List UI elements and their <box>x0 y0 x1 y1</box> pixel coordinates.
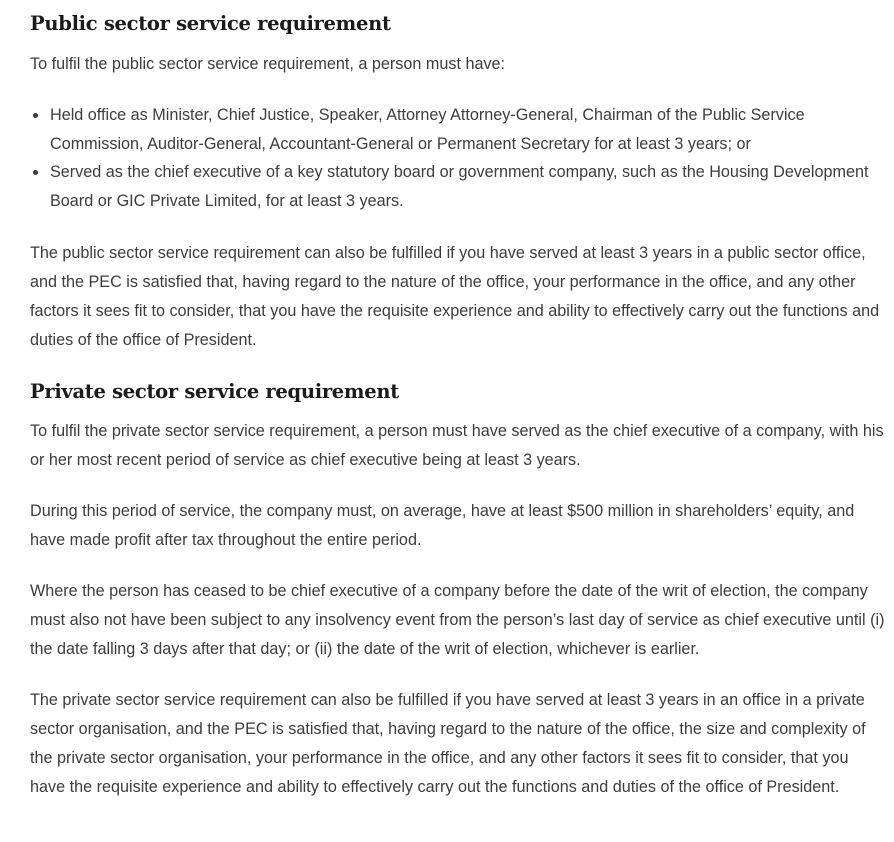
bullet-icon <box>33 113 38 118</box>
bullet-icon <box>33 170 38 175</box>
private-sector-paragraph: The private sector service requirement can also be fulfilled if you have served at least 3 years in an office in a private sector organisation, and the PEC is satisfied that, having regard to the nature of the office, the size and complexity of the private sector organisation, your performance in the office, and any other factors it sees fit to consider, that you have the requisite experience and ability to effectively carry out the functions and duties of the office of President. <box>30 691 866 796</box>
list-item <box>30 101 888 158</box>
public-sector-heading: Public sector service requirement <box>30 12 391 35</box>
article-body <box>30 0 888 802</box>
public-sector-criteria-list <box>30 101 888 215</box>
public-sector-intro: To fulfil the public sector service requirement, a person must have: <box>30 55 506 73</box>
private-sector-heading: Private sector service requirement <box>30 380 399 403</box>
list-item-text: Held office as Minister, Chief Justice, Speaker, Attorney Attorney-General, Chairman of the Public Service Commission, Auditor-General, Accountant-General or Permanent Secretary for at least 3 years; or <box>50 106 805 153</box>
private-sector-paragraph: Where the person has ceased to be chief executive of a company before the date of the writ of election, the company must also not have been subject to any insolvency event from the person’s last day of service as chief executive until (i) the date falling 3 days after that day; or (ii) the date of the writ of election, whichever is earlier. <box>30 582 885 658</box>
private-sector-paragraph: To fulfil the private sector service requirement, a person must have served as the chief executive of a company, with his or her most recent period of service as chief executive being at least 3 years. <box>30 422 884 469</box>
list-item <box>30 158 888 215</box>
list-item-text: Served as the chief executive of a key statutory board or government company, such as the Housing Development Board or GIC Private Limited, for at least 3 years. <box>50 163 869 210</box>
public-sector-alternative: The public sector service requirement can also be fulfilled if you have served at least 3 years in a public sector office, and the PEC is satisfied that, having regard to the nature of the office, your performance in the office, and any other factors it sees fit to consider, that you have the requisite experience and ability to effectively carry out the functions and duties of the office of President. <box>30 244 880 349</box>
private-sector-paragraph: During this period of service, the company must, on average, have at least $500 million in shareholders’ equity, and have made profit after tax throughout the entire period. <box>30 502 855 549</box>
